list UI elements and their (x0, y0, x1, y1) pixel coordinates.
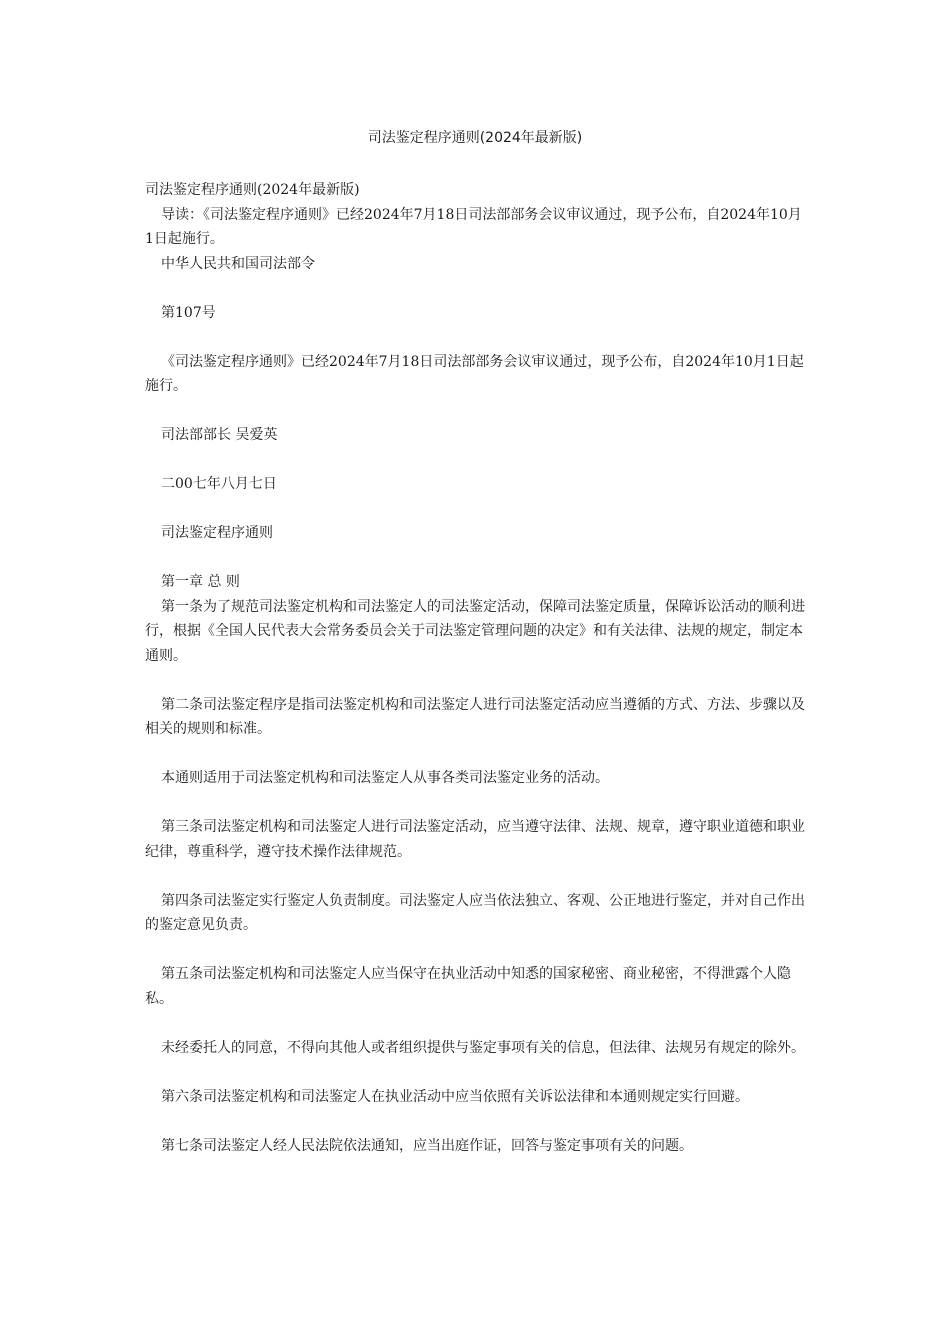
page-title: 司法鉴定程序通则(2024年最新版) (367, 130, 583, 146)
article-5: 第五条司法鉴定机构和司法鉴定人应当保守在执业活动中知悉的国家秘密、商业秘密，不得泄露个人隐私。 (145, 966, 791, 1007)
issuer-line: 中华人民共和国司法部令 (161, 255, 315, 272)
promulgation-paragraph: 《司法鉴定程序通则》已经2024年7月18日司法部部务会议审议通过，现予公布，自2024年10月1日起施行。 (145, 353, 804, 394)
spacer (145, 791, 805, 816)
article-2-paragraph-2: 本通则适用于司法鉴定机构和司法鉴定人从事各类司法鉴定业务的活动。 (161, 770, 609, 786)
spacer (145, 448, 805, 473)
article-5-paragraph-2: 未经委托人的同意，不得向其他人或者组织提供与鉴定事项有关的信息，但法律、法规另有规定的除外。 (161, 1039, 805, 1056)
spacer (145, 276, 805, 301)
document-heading: 司法鉴定程序通则(2024年最新版) (145, 182, 360, 198)
spacer (145, 938, 805, 963)
article-4: 第四条司法鉴定实行鉴定人负责制度。司法鉴定人应当依法独立、客观、公正地进行鉴定，并对自己作出的鉴定意见负责。 (145, 892, 805, 933)
article-2: 第二条司法鉴定程序是指司法鉴定机构和司法鉴定人进行司法鉴定活动应当遵循的方式、方法、步骤以及相关的规则和标准。 (145, 696, 805, 737)
signatory-line: 司法部部长 吴爱英 (161, 427, 278, 443)
document-body (145, 178, 805, 1158)
spacer (145, 742, 805, 767)
spacer (145, 1011, 805, 1036)
article-3: 第三条司法鉴定机构和司法鉴定人进行司法鉴定活动，应当遵守法律、法规、规章，遵守职业道德和职业纪律，尊重科学，遵守技术操作法律规范。 (145, 819, 805, 860)
rules-title: 司法鉴定程序通则 (161, 525, 273, 541)
spacer (145, 668, 805, 693)
article-7: 第七条司法鉴定人经人民法院依法通知，应当出庭作证，回答与鉴定事项有关的问题。 (161, 1137, 693, 1154)
spacer (145, 1060, 805, 1085)
article-6: 第六条司法鉴定机构和司法鉴定人在执业活动中应当依照有关诉讼法律和本通则规定实行回避。 (161, 1088, 749, 1105)
spacer (145, 546, 805, 571)
order-number: 第107号 (161, 304, 216, 321)
spacer (145, 497, 805, 522)
intro-paragraph: 导读：《司法鉴定程序通则》已经2024年7月18日司法部部务会议审议通过，现予公布，自2024年10月1日起施行。 (145, 206, 802, 247)
spacer (145, 1109, 805, 1134)
date-line: 二00七年八月七日 (161, 476, 277, 492)
spacer (145, 399, 805, 424)
chapter-heading: 第一章 总 则 (161, 574, 240, 590)
spacer (145, 864, 805, 889)
article-1: 第一条为了规范司法鉴定机构和司法鉴定人的司法鉴定活动，保障司法鉴定质量，保障诉讼活动的顺利进行，根据《全国人民代表大会常务委员会关于司法鉴定管理问题的决定》和有关法律、法规的规定，制定本通则。 (145, 598, 805, 664)
spacer (145, 325, 805, 350)
